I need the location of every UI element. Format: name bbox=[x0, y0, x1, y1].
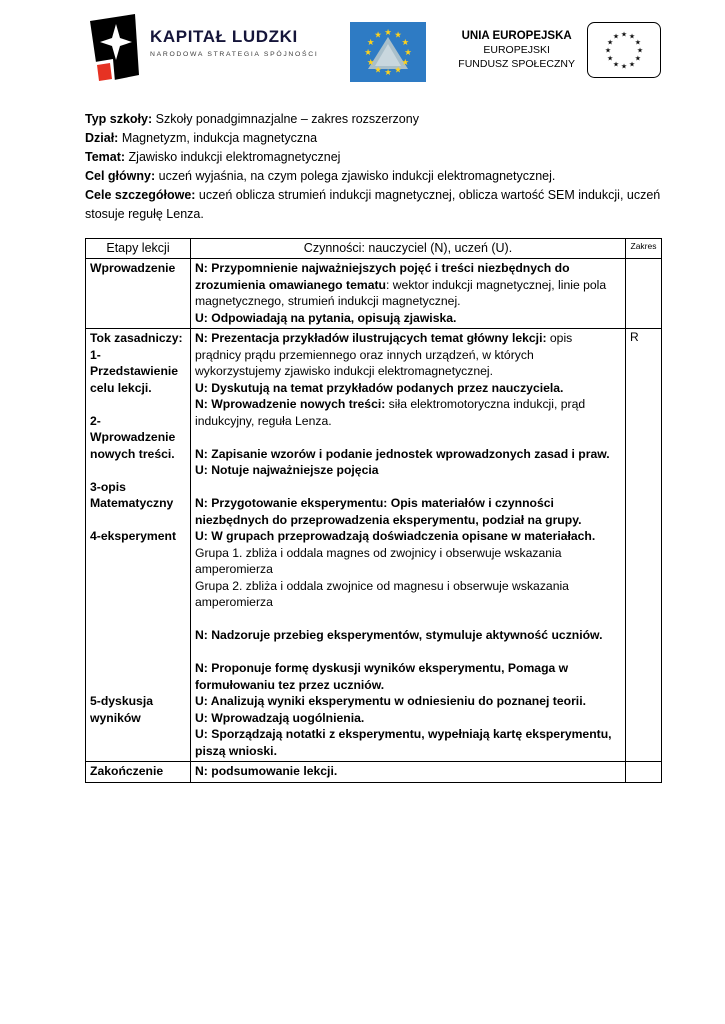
star-glyph: ★ bbox=[404, 48, 413, 59]
star-glyph: ★ bbox=[401, 38, 410, 49]
star-glyph: ★ bbox=[604, 46, 612, 55]
stage-cell bbox=[86, 329, 191, 762]
paragraph: Grupa 1. zbliża i oddala magnes od zwojnicy i obserwuje wskazania amperomierza bbox=[195, 545, 562, 576]
paragraph: N: Prezentacja przykładów ilustrujących temat główny lekcji: opis prądnicy prądu przemiennego oraz innych urządzeń, w których wykorzystujemy zjawisko indukcji elektromagnetycznej. bbox=[195, 331, 573, 378]
eu-fund-text bbox=[458, 29, 575, 71]
meta-line: Dział: Magnetyzm, indukcja magnetyczna bbox=[85, 131, 318, 145]
star-glyph: ★ bbox=[612, 32, 620, 41]
paragraph: Tok zasadniczy: bbox=[90, 331, 183, 345]
meta-line: Temat: Zjawisko indukcji elektromagnetycznej bbox=[85, 150, 341, 164]
paragraph: U: Wprowadzają uogólnienia. bbox=[195, 710, 365, 725]
star-glyph: ★ bbox=[636, 46, 644, 55]
star-glyph: ★ bbox=[384, 68, 393, 79]
paragraph bbox=[195, 644, 621, 661]
paragraph: N: Przygotowanie eksperymentu: Opis materiałów i czynności niezbędnych do przeprowadzenia eksperymentu, podział na grupy. bbox=[195, 496, 582, 527]
lesson-table bbox=[85, 238, 662, 783]
star-glyph: ★ bbox=[401, 58, 410, 69]
paragraph: 1-Przedstawienie celu lekcji. bbox=[90, 347, 179, 395]
paragraph bbox=[195, 611, 621, 628]
activities-cell bbox=[191, 329, 626, 762]
scope-cell: R bbox=[626, 329, 662, 762]
eu-fund-line1: UNIA EUROPEJSKA bbox=[461, 30, 572, 42]
paragraph: 3-opis Matematyczny bbox=[90, 479, 174, 510]
meta-line: Cel główny: uczeń wyjaśnia, na czym polega zjawisko indukcji elektromagnetycznej. bbox=[85, 169, 556, 183]
star-glyph: ★ bbox=[634, 54, 642, 63]
star-glyph: ★ bbox=[394, 30, 403, 41]
paragraph: 5-dyskusja wyników bbox=[90, 694, 154, 725]
paragraph bbox=[90, 396, 186, 413]
paragraph: U: Dyskutują na temat przykładów podanych przez nauczyciela. bbox=[195, 380, 564, 395]
paragraph bbox=[90, 578, 186, 595]
stage-cell bbox=[86, 762, 191, 783]
kapital-ludzki-emblem-icon bbox=[85, 14, 141, 84]
paragraph bbox=[90, 512, 186, 529]
star-glyph: ★ bbox=[394, 65, 403, 76]
activities-cell bbox=[191, 762, 626, 783]
star-glyph: ★ bbox=[634, 38, 642, 47]
paragraph bbox=[90, 462, 186, 479]
paragraph: N: Proponuje formę dyskusji wyników eksperymentu, Pomaga w formułowaniu tez przez uczniów. bbox=[195, 661, 569, 692]
paragraph bbox=[90, 594, 186, 611]
paragraph bbox=[90, 644, 186, 661]
table-body bbox=[86, 259, 662, 783]
paragraph: Grupa 2. zbliża i oddala zwojnice od magnesu i obserwuje wskazania amperomierza bbox=[195, 578, 569, 609]
star-glyph: ★ bbox=[620, 62, 628, 71]
paragraph: Zakończenie bbox=[90, 764, 164, 778]
table-row bbox=[86, 762, 662, 783]
activities-cell bbox=[191, 259, 626, 329]
column-header: Czynności: nauczyciel (N), uczeń (U). bbox=[191, 239, 626, 259]
eu-flag-icon bbox=[350, 22, 426, 82]
star-glyph: ★ bbox=[606, 38, 614, 47]
star-glyph: ★ bbox=[612, 60, 620, 69]
paragraph bbox=[90, 660, 186, 677]
star-glyph: ★ bbox=[367, 38, 375, 49]
table-header-row bbox=[86, 239, 662, 259]
meta-label: Typ szkoły: bbox=[85, 112, 153, 126]
meta-label: Cele szczegółowe: bbox=[85, 188, 196, 202]
kapital-ludzki-title: KAPITAŁ LUDZKI bbox=[150, 27, 298, 46]
eu-fund-line3: FUNDUSZ SPOŁECZNY bbox=[458, 58, 575, 70]
paragraph: N: podsumowanie lekcji. bbox=[195, 764, 338, 778]
paragraph: U: W grupach przeprowadzają doświadczenia opisane w materiałach. bbox=[195, 529, 596, 543]
meta-label: Dział: bbox=[85, 131, 119, 145]
table-row bbox=[86, 329, 662, 762]
paragraph: U: Odpowiadają na pytania, opisują zjawiska. bbox=[195, 310, 457, 325]
meta-line: Typ szkoły: Szkoły ponadgimnazjalne – zakres rozszerzony bbox=[85, 112, 419, 126]
paragraph: N: Wprowadzenie nowych treści: siła elektromotoryczna indukcji, prąd indukcyjny, reguła Lenza. bbox=[195, 397, 586, 428]
column-header: Zakres bbox=[626, 239, 662, 259]
kapital-ludzki-text bbox=[150, 14, 318, 58]
paragraph: 2-Wprowadzenie nowych treści. bbox=[90, 413, 176, 461]
paragraph: N: Nadzoruje przebieg eksperymentów, stymuluje aktywność uczniów. bbox=[195, 628, 603, 642]
star-glyph: ★ bbox=[628, 32, 636, 41]
eu-flag-outline-icon bbox=[587, 22, 661, 78]
star-glyph: ★ bbox=[367, 58, 375, 69]
paragraph: 4-eksperyment bbox=[90, 529, 177, 543]
paragraph: U: Analizują wyniki eksperymentu w odniesieniu do poznanej teorii. bbox=[195, 694, 586, 708]
paragraph bbox=[195, 429, 621, 446]
paragraph: N: Przypomnienie najważniejszych pojęć i treści niezbędnych do zrozumienia omawianego tematu: wektor indukcji magnetycznej, linie pola magnetycznego, strumień indukcji magnetycznej. bbox=[195, 261, 607, 308]
kapital-ludzki-subtitle: NARODOWA STRATEGIA SPÓJNOŚCI bbox=[150, 51, 319, 58]
paragraph: U: Notuje najważniejsze pojęcia bbox=[195, 463, 379, 477]
paragraph: U: Sporządzają notatki z eksperymentu, wypełniają kartę eksperymentu, piszą wnioski. bbox=[195, 727, 612, 758]
paragraph bbox=[90, 611, 186, 628]
star-glyph: ★ bbox=[606, 54, 614, 63]
meta-block bbox=[85, 110, 661, 224]
star-glyph: ★ bbox=[620, 30, 628, 39]
paragraph bbox=[90, 561, 186, 578]
meta-label: Cel główny: bbox=[85, 169, 156, 183]
table-row bbox=[86, 259, 662, 329]
kapital-ludzki-logo bbox=[85, 14, 318, 84]
star-glyph: ★ bbox=[628, 60, 636, 69]
star-glyph: ★ bbox=[374, 30, 383, 41]
paragraph bbox=[90, 627, 186, 644]
scope-cell bbox=[626, 259, 662, 329]
paragraph: N: Zapisanie wzorów i podanie jednostek wprowadzonych zasad i praw. bbox=[195, 446, 610, 461]
eu-flag-logo bbox=[350, 22, 426, 85]
star-glyph: ★ bbox=[364, 48, 373, 59]
paragraph: Wprowadzenie bbox=[90, 261, 176, 275]
scope-cell bbox=[626, 762, 662, 783]
column-header: Etapy lekcji bbox=[86, 239, 191, 259]
logo-header bbox=[85, 14, 661, 98]
paragraph bbox=[90, 545, 186, 562]
star-glyph: ★ bbox=[384, 28, 393, 39]
paragraph bbox=[90, 677, 186, 694]
stage-cell bbox=[86, 259, 191, 329]
eu-fund-logo bbox=[458, 22, 661, 78]
paragraph bbox=[195, 479, 621, 496]
meta-label: Temat: bbox=[85, 150, 126, 164]
meta-line: Cele szczegółowe: uczeń oblicza strumień indukcji magnetycznej, oblicza wartość SEM indukcji, uczeń stosuje regułę Lenza. bbox=[85, 188, 661, 221]
star-glyph: ★ bbox=[374, 65, 383, 76]
eu-fund-line2: EUROPEJSKI bbox=[483, 44, 550, 56]
